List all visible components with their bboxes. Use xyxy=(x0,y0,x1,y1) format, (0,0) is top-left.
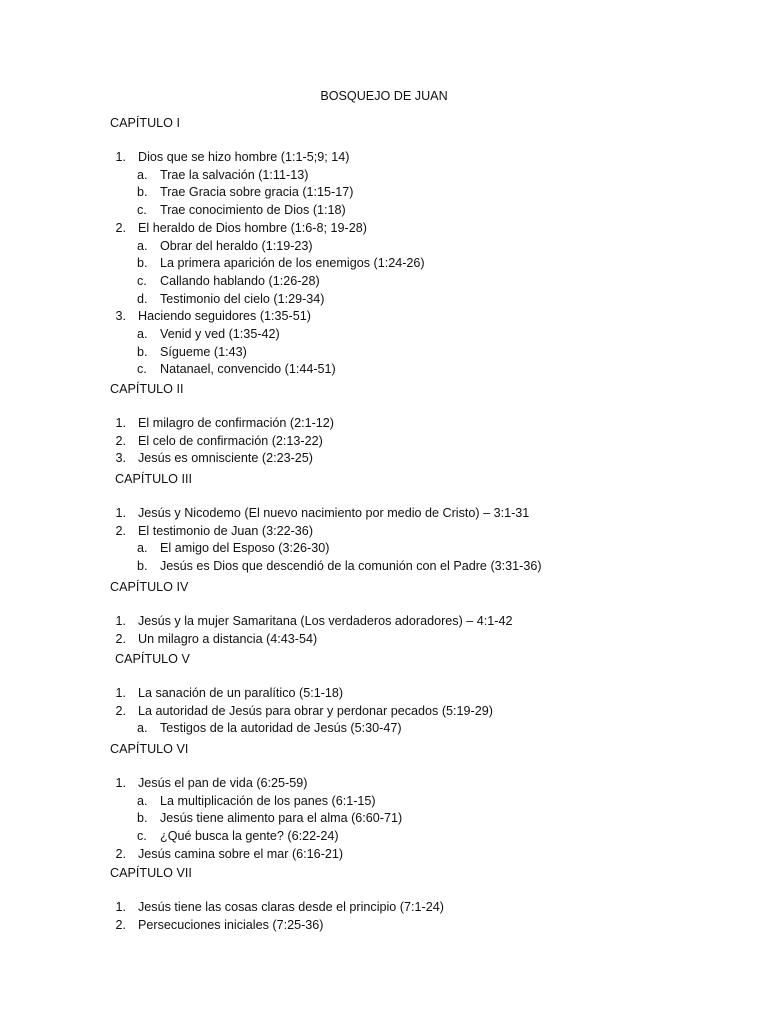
list-item-text: Dios que se hizo hombre (1:1-5;9; 14) xyxy=(138,150,350,164)
list-item-text: Jesús es omnisciente (2:23-25) xyxy=(138,451,313,466)
sub-list-item-letter: a. xyxy=(137,721,148,736)
sub-list-item-text: La multiplicación de los panes (6:1-15) xyxy=(160,793,376,808)
sub-list-item-text: ¿Qué busca la gente? (6:22-24) xyxy=(160,829,339,844)
chapter-heading: CAPÍTULO I xyxy=(110,116,180,130)
list-item-number: 2. xyxy=(115,433,126,448)
sub-list-item-text: El amigo del Esposo (3:26-30) xyxy=(160,541,330,556)
list-item-text: La sanación de un paralítico (5:1-18) xyxy=(138,686,344,700)
list-item-text: Jesús y la mujer Samaritana (Los verdaderos adoradores) – 4:1-42 xyxy=(138,614,513,628)
list-item-text: Jesús camina sobre el mar (6:16-21) xyxy=(138,846,344,861)
sub-list-item-letter: a. xyxy=(137,327,148,341)
sub-list-item-letter: a. xyxy=(137,167,148,182)
sub-list-item-text: Trae Gracia sobre gracia (1:15-17) xyxy=(160,185,354,200)
sub-list-item-text: Testigos de la autoridad de Jesús (5:30-47) xyxy=(160,721,402,736)
sub-list-item-letter: b. xyxy=(137,185,148,200)
sub-list-item-letter: d. xyxy=(137,291,148,306)
list-item-text: Haciendo seguidores (1:35-51) xyxy=(138,309,311,324)
sub-list-item-letter: b. xyxy=(137,559,148,574)
list-item-text: El testimonio de Juan (3:22-36) xyxy=(138,523,314,538)
document-title: BOSQUEJO DE JUAN xyxy=(320,89,448,103)
list-item-number: 1. xyxy=(115,416,126,430)
sub-list-item-text: Venid y ved (1:35-42) xyxy=(160,327,280,341)
list-item-number: 3. xyxy=(115,451,126,466)
list-item-text: Persecuciones iniciales (7:25-36) xyxy=(138,917,324,932)
chapter-heading: CAPÍTULO IV xyxy=(110,580,189,594)
sub-list-item-text: Trae la salvación (1:11-13) xyxy=(160,167,309,182)
list-item-number: 2. xyxy=(115,703,126,718)
sub-list-item-text: Testimonio del cielo (1:29-34) xyxy=(160,291,325,306)
sub-list-item-text: La primera aparición de los enemigos (1:24-26) xyxy=(160,256,425,271)
sub-list-item-letter: b. xyxy=(137,344,148,359)
list-item-text: Un milagro a distancia (4:43-54) xyxy=(138,631,318,646)
chapter-heading: CAPÍTULO II xyxy=(110,382,184,396)
sub-list-item-letter: b. xyxy=(137,811,148,826)
sub-list-item-text: Natanael, convencido (1:44-51) xyxy=(160,362,336,377)
list-item-text: Jesús y Nicodemo (El nuevo nacimiento por medio de Cristo) – 3:1-31 xyxy=(138,506,530,520)
sub-list-item-letter: a. xyxy=(137,793,148,808)
list-item-text: La autoridad de Jesús para obrar y perdonar pecados (5:19-29) xyxy=(138,703,493,718)
list-item-number: 2. xyxy=(115,220,126,235)
list-item-number: 3. xyxy=(115,309,126,324)
list-item-number: 1. xyxy=(115,686,126,700)
list-item-number: 1. xyxy=(115,900,126,914)
list-item-number: 2. xyxy=(115,917,126,932)
list-item-number: 2. xyxy=(115,846,126,861)
sub-list-item-letter: c. xyxy=(137,203,147,218)
list-item-text: El milagro de confirmación (2:1-12) xyxy=(138,416,334,430)
sub-list-item-letter: c. xyxy=(137,273,147,288)
sub-list-item-letter: b. xyxy=(137,256,148,271)
list-item-text: Jesús el pan de vida (6:25-59) xyxy=(138,776,308,790)
sub-list-item-text: Sígueme (1:43) xyxy=(160,344,247,359)
list-item-number: 1. xyxy=(115,776,126,790)
sub-list-item-text: Jesús tiene alimento para el alma (6:60-71) xyxy=(160,811,403,826)
chapter-heading: CAPÍTULO V xyxy=(115,652,190,666)
list-item-number: 1. xyxy=(115,614,126,628)
list-item-text: El heraldo de Dios hombre (1:6-8; 19-28) xyxy=(138,220,367,235)
sub-list-item-text: Callando hablando (1:26-28) xyxy=(160,273,320,288)
list-item-text: Jesús tiene las cosas claras desde el principio (7:1-24) xyxy=(138,900,444,914)
chapter-heading: CAPÍTULO III xyxy=(115,472,192,486)
sub-list-item-text: Obrar del heraldo (1:19-23) xyxy=(160,238,313,253)
list-item-number: 2. xyxy=(115,631,126,646)
list-item-number: 2. xyxy=(115,523,126,538)
list-item-text: El celo de confirmación (2:13-22) xyxy=(138,433,323,448)
sub-list-item-text: Jesús es Dios que descendió de la comunión con el Padre (3:31-36) xyxy=(160,559,542,574)
sub-list-item-text: Trae conocimiento de Dios (1:18) xyxy=(160,203,346,218)
sub-list-item-letter: c. xyxy=(137,829,147,844)
chapter-heading: CAPÍTULO VII xyxy=(110,866,192,880)
list-item-number: 1. xyxy=(115,150,126,164)
sub-list-item-letter: a. xyxy=(137,541,148,556)
chapter-heading: CAPÍTULO VI xyxy=(110,742,189,756)
sub-list-item-letter: a. xyxy=(137,238,148,253)
list-item-number: 1. xyxy=(115,506,126,520)
sub-list-item-letter: c. xyxy=(137,362,147,377)
